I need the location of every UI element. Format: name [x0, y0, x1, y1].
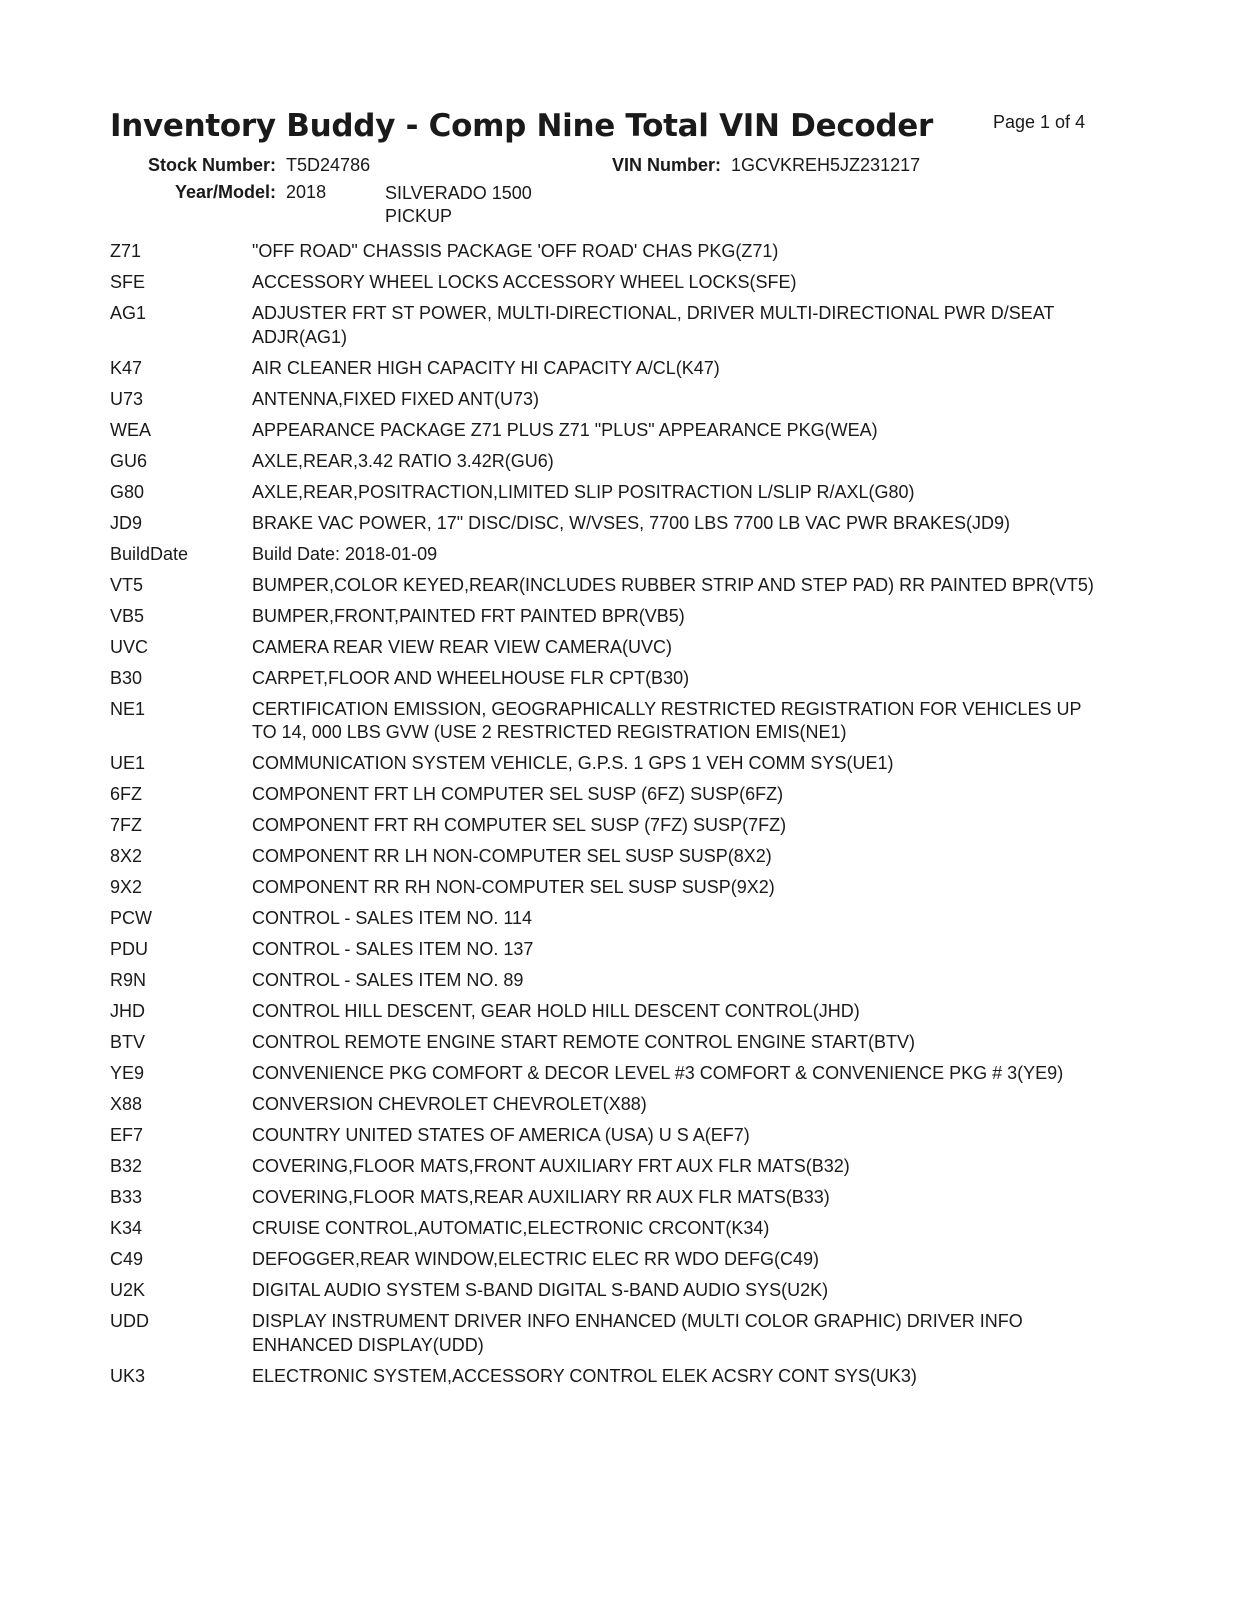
option-description: BUMPER,FRONT,PAINTED FRT PAINTED BPR(VB5) — [252, 605, 685, 626]
option-code: G80 — [110, 481, 145, 502]
option-code: Z71 — [110, 241, 142, 261]
option-description: CONTROL - SALES ITEM NO. 114 — [252, 908, 533, 928]
option-code: 8X2 — [110, 846, 143, 866]
option-code-row — [110, 388, 1110, 412]
option-code: C49 — [110, 1249, 144, 1269]
option-code: JHD — [110, 1001, 145, 1021]
option-code: PCW — [110, 908, 152, 928]
option-code-row — [110, 783, 1110, 807]
option-description: COMPONENT FRT RH COMPUTER SEL SUSP (7FZ) SUSP(7FZ) — [252, 815, 787, 835]
option-code: B30 — [110, 667, 143, 688]
option-code: VB5 — [110, 605, 145, 626]
model-name — [385, 182, 585, 228]
option-code-row — [110, 1217, 1110, 1241]
option-code-row — [110, 845, 1110, 869]
option-code-row — [110, 752, 1110, 776]
page-title: Inventory Buddy - Comp Nine Total VIN Decoder — [110, 108, 934, 144]
option-description: ELECTRONIC SYSTEM,ACCESSORY CONTROL ELEK ACSRY CONT SYS(UK3) — [252, 1365, 917, 1386]
option-code-list — [110, 240, 1110, 1396]
option-code-row — [110, 907, 1110, 931]
option-code-row — [110, 1279, 1110, 1303]
option-description: CERTIFICATION EMISSION, GEOGRAPHICALLY RESTRICTED REGISTRATION FOR VEHICLES UP TO 14, 000 LBS GVW (USE 2 RESTRICTED REGISTRATION EMIS(NE1) — [252, 698, 1082, 742]
model-line-1: SILVERADO 1500 — [385, 183, 532, 203]
option-code: 9X2 — [110, 877, 143, 897]
option-code-row — [110, 240, 1110, 264]
option-code: YE9 — [110, 1063, 145, 1083]
option-code-row — [110, 1248, 1110, 1272]
option-code-row — [110, 1155, 1110, 1179]
option-code: K47 — [110, 357, 143, 378]
option-code-row — [110, 450, 1110, 474]
option-code-row — [110, 1186, 1110, 1210]
option-description: CONVENIENCE PKG COMFORT & DECOR LEVEL #3 COMFORT & CONVENIENCE PKG # 3(YE9) — [252, 1063, 1064, 1083]
page-indicator: Page 1 of 4 — [993, 112, 1086, 132]
option-code-row — [110, 814, 1110, 838]
option-description: CONTROL - SALES ITEM NO. 89 — [252, 970, 524, 990]
option-description: DISPLAY INSTRUMENT DRIVER INFO ENHANCED (MULTI COLOR GRAPHIC) DRIVER INFO ENHANCED DISPLAY(UDD) — [252, 1311, 1023, 1355]
option-code: X88 — [110, 1094, 143, 1114]
option-code: UVC — [110, 636, 149, 657]
option-code-row — [110, 636, 1110, 660]
option-code: 7FZ — [110, 815, 143, 835]
year-model-label: Year/Model: — [175, 182, 277, 202]
year-model — [175, 182, 326, 203]
option-description: COUNTRY UNITED STATES OF AMERICA (USA) U S A(EF7) — [252, 1125, 750, 1145]
option-description: CAMERA REAR VIEW REAR VIEW CAMERA(UVC) — [252, 636, 673, 657]
option-code-row — [110, 969, 1110, 993]
option-code-row — [110, 481, 1110, 505]
option-description: CONVERSION CHEVROLET CHEVROLET(X88) — [252, 1094, 647, 1114]
option-description: BRAKE VAC POWER, 17" DISC/DISC, W/VSES, 7700 LBS 7700 LB VAC PWR BRAKES(JD9) — [252, 512, 1010, 533]
option-code-row — [110, 1000, 1110, 1024]
option-description: COMPONENT RR RH NON-COMPUTER SEL SUSP SUSP(9X2) — [252, 877, 775, 897]
option-description: ADJUSTER FRT ST POWER, MULTI-DIRECTIONAL, DRIVER MULTI-DIRECTIONAL PWR D/SEAT ADJR(AG1) — [252, 303, 1055, 347]
option-code: BuildDate — [110, 543, 189, 564]
option-description: ANTENNA,FIXED FIXED ANT(U73) — [252, 388, 540, 409]
option-description: COMPONENT FRT LH COMPUTER SEL SUSP (6FZ) SUSP(6FZ) — [252, 784, 784, 804]
option-code-row — [110, 419, 1110, 443]
option-code: AG1 — [110, 303, 147, 323]
option-code-row — [110, 1031, 1110, 1055]
stock-number-label: Stock Number: — [148, 155, 277, 175]
vin-number-value: 1GCVKREH5JZ231217 — [731, 155, 921, 175]
option-description: COMMUNICATION SYSTEM VEHICLE, G.P.S. 1 GPS 1 VEH COMM SYS(UE1) — [252, 753, 894, 773]
option-description: CONTROL HILL DESCENT, GEAR HOLD HILL DESCENT CONTROL(JHD) — [252, 1001, 860, 1021]
option-code-row — [110, 271, 1110, 295]
option-code-row — [110, 1365, 1110, 1389]
option-description: AXLE,REAR,3.42 RATIO 3.42R(GU6) — [252, 450, 554, 471]
model-line-2: PICKUP — [385, 206, 453, 226]
option-code: K34 — [110, 1218, 143, 1238]
option-description: CRUISE CONTROL,AUTOMATIC,ELECTRONIC CRCONT(K34) — [252, 1218, 770, 1238]
option-description: COVERING,FLOOR MATS,REAR AUXILIARY RR AUX FLR MATS(B33) — [252, 1187, 830, 1207]
option-code: UE1 — [110, 753, 146, 773]
option-code: U73 — [110, 388, 144, 409]
option-code: B32 — [110, 1156, 143, 1176]
year-value: 2018 — [286, 182, 327, 202]
option-code: UK3 — [110, 1365, 146, 1386]
option-description: APPEARANCE PACKAGE Z71 PLUS Z71 "PLUS" APPEARANCE PKG(WEA) — [252, 419, 878, 440]
option-description: CONTROL REMOTE ENGINE START REMOTE CONTROL ENGINE START(BTV) — [252, 1032, 916, 1052]
option-description: COMPONENT RR LH NON-COMPUTER SEL SUSP SUSP(8X2) — [252, 846, 772, 866]
option-code: 6FZ — [110, 784, 143, 804]
option-description: ACCESSORY WHEEL LOCKS ACCESSORY WHEEL LOCKS(SFE) — [252, 272, 797, 292]
option-code: WEA — [110, 419, 152, 440]
option-description: DEFOGGER,REAR WINDOW,ELECTRIC ELEC RR WDO DEFG(C49) — [252, 1249, 820, 1269]
option-code-row — [110, 605, 1110, 629]
option-description: Build Date: 2018-01-09 — [252, 543, 438, 564]
option-code-row — [110, 698, 1110, 745]
option-code-row — [110, 1310, 1110, 1357]
option-code: NE1 — [110, 698, 146, 719]
option-code-row — [110, 1062, 1110, 1086]
stock-number — [148, 155, 370, 176]
option-description: CARPET,FLOOR AND WHEELHOUSE FLR CPT(B30) — [252, 667, 690, 688]
option-code-row — [110, 1093, 1110, 1117]
option-code-row — [110, 1124, 1110, 1148]
option-code: R9N — [110, 970, 147, 990]
option-code-row — [110, 543, 1110, 567]
option-code-row — [110, 574, 1110, 598]
option-description: BUMPER,COLOR KEYED,REAR(INCLUDES RUBBER STRIP AND STEP PAD) RR PAINTED BPR(VT5) — [252, 574, 1094, 595]
option-code-row — [110, 667, 1110, 691]
vin-number-label: VIN Number: — [612, 155, 722, 175]
option-code-row — [110, 357, 1110, 381]
option-description: AXLE,REAR,POSITRACTION,LIMITED SLIP POSITRACTION L/SLIP R/AXL(G80) — [252, 481, 915, 502]
option-code-row — [110, 302, 1110, 349]
option-code-row — [110, 512, 1110, 536]
option-code: B33 — [110, 1187, 143, 1207]
option-code: PDU — [110, 939, 149, 959]
option-code: JD9 — [110, 512, 143, 533]
option-code: UDD — [110, 1311, 149, 1331]
option-description: AIR CLEANER HIGH CAPACITY HI CAPACITY A/CL(K47) — [252, 357, 720, 378]
option-code: GU6 — [110, 450, 148, 471]
option-code-row — [110, 876, 1110, 900]
option-code: BTV — [110, 1032, 146, 1052]
option-description: COVERING,FLOOR MATS,FRONT AUXILIARY FRT AUX FLR MATS(B32) — [252, 1156, 850, 1176]
option-description: "OFF ROAD" CHASSIS PACKAGE 'OFF ROAD' CHAS PKG(Z71) — [252, 241, 779, 261]
option-description: CONTROL - SALES ITEM NO. 137 — [252, 939, 534, 959]
stock-number-value: T5D24786 — [286, 155, 371, 175]
option-code: VT5 — [110, 574, 144, 595]
option-description: DIGITAL AUDIO SYSTEM S-BAND DIGITAL S-BAND AUDIO SYS(U2K) — [252, 1280, 829, 1300]
option-code-row — [110, 938, 1110, 962]
option-code: EF7 — [110, 1125, 144, 1145]
option-code: U2K — [110, 1280, 146, 1300]
option-code: SFE — [110, 272, 146, 292]
vin-number — [612, 155, 920, 176]
